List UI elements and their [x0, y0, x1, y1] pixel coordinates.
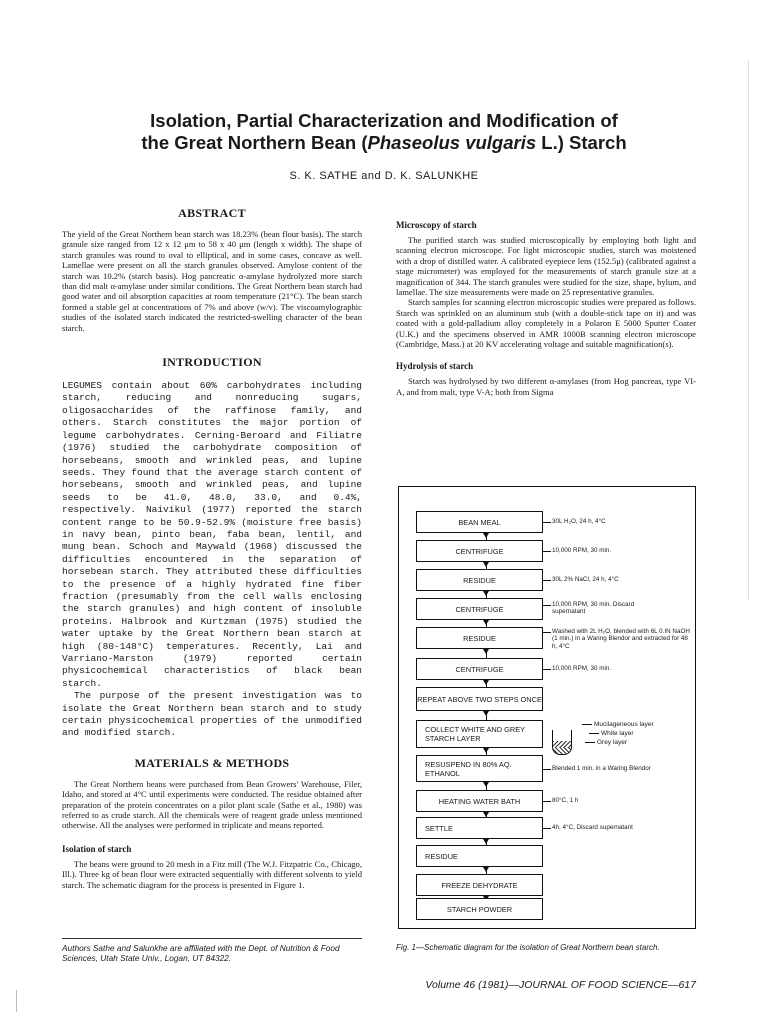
note-text: Blended 1 min. in a Waring Blendor [552, 765, 651, 772]
layer-text: White layer [601, 730, 634, 737]
microscopy-subheading: Microscopy of starch [396, 220, 477, 230]
title-line-1: Isolation, Partial Characterization and Modification of [150, 110, 618, 131]
layer-text: Grey layer [597, 739, 627, 746]
flow-arrow [483, 562, 489, 567]
layer-text: Mucilageneous layer [594, 721, 654, 728]
note-centrifuge-2 [543, 601, 643, 616]
step-freeze-dehydrate: FREEZE DEHYDRATE [416, 874, 543, 896]
introduction-paragraph-2: The purpose of the present investigation was to isolate the Great Northern bean starch and to study certain physicochemical properties of the unmodified and modified starch. [62, 690, 362, 739]
step-centrifuge-3: CENTRIFUGE [416, 658, 543, 680]
note-heating [543, 797, 693, 804]
step-repeat: REPEAT ABOVE TWO STEPS ONCE [416, 687, 543, 711]
author-footnote: Authors Sathe and Salunkhe are affiliated with the Dept. of Nutrition & Food Sciences, Utah State Univ., Logan, UT 84322. [62, 938, 362, 963]
isolation-subheading: Isolation of starch [62, 843, 132, 854]
step-residue-2: RESIDUE [416, 627, 543, 649]
note-residue-2 [543, 628, 693, 650]
step-settle: SETTLE [416, 817, 543, 839]
figure-1-flow-diagram [398, 486, 696, 929]
note-text: 80°C, 1 h [552, 797, 579, 804]
note-text: 10,000 RPM, 30 min. [552, 665, 612, 672]
note-resuspend [543, 765, 693, 772]
layer-grey [585, 739, 627, 746]
scan-mark-right [748, 60, 749, 600]
note-centrifuge-1 [543, 547, 693, 554]
right-column [396, 220, 696, 397]
flow-arrow [483, 867, 489, 872]
left-column [62, 206, 362, 890]
flow-arrow [483, 620, 489, 625]
title-species: Phaseolus vulgaris [367, 132, 537, 153]
layer-mucilageneous [582, 721, 654, 728]
flow-arrow [483, 680, 489, 685]
flow-arrow [483, 711, 489, 716]
scan-mark-left [16, 990, 17, 1012]
note-text: Washed with 2L H₂O, blended with 6L 0.IN NaOH (1 min.) in a Waring Blendor and extracted for 48 h, 4°C [552, 628, 690, 650]
note-text: 4h, 4°C, Discard supernatant [552, 824, 633, 831]
note-text: 10,000 RPM, 30 min. Discard supernatant [552, 601, 635, 616]
microscopy-paragraph-1: The purified starch was studied microscopically by employing both light and scanning electron microscope. For light microscopic studies, starch was moistened with a drop of distilled water. A calibrated eyepiece lens (152.5μ) (calibrated against a stage micrometer) was employed for the measurements of starch granule size at a magnification of 344. The starch granules were studied for the size, shape, hylum, and lamellae. The size measurements were made on 25 representative granules. [396, 235, 696, 298]
title-line-2 [60, 132, 708, 154]
methods-paragraph: The Great Northern beans were purchased from Bean Growers' Warehouse, Filer, Idaho, and stored at 4°C until experiments were conducted. The residue obtained after preparation of the protein concentrates on a pilot plant scale (Sathe et al., 1980) was referred to as crude starch. All the chemicals were of reagent grade unless mentioned otherwise. All the analyses were performed in triplicate and means reported. [62, 778, 362, 831]
figure-caption: Fig. 1—Schematic diagram for the isolation of Great Northern bean starch. [396, 943, 660, 952]
step-residue-1: RESIDUE [416, 569, 543, 591]
step-collect-layers: COLLECT WHITE AND GREY STARCH LAYER [416, 720, 543, 748]
flow-arrow [483, 649, 489, 654]
abstract-heading: ABSTRACT [178, 206, 246, 220]
flow-arrow [483, 591, 489, 596]
microscopy-paragraph-2: Starch samples for scanning electron microscopic studies were prepared as follows. Starch was sprinkled on an aluminum stub (with a double-stick tape on it) and was coated with a gold-palladium alloy completely in a Polaron E 5000 Sputter Coater (U.K.) and the specimens observed in AMR 1000B scanning electron microscope (Cambridge, Mass.) at 20 KV accelerating voltage and suitable magnification(s). [396, 297, 696, 350]
step-resuspend: RESUSPEND IN 80% AQ. ETHANOL [416, 755, 543, 782]
note-text: 30L H₂O, 24 h, 4°C [552, 518, 606, 525]
step-residue-3: RESIDUE [416, 845, 543, 867]
step-bean-meal: BEAN MEAL [416, 511, 543, 533]
flow-arrow [483, 533, 489, 538]
isolation-paragraph: The beans were ground to 20 mesh in a Fitz mill (The W.J. Fitzpatric Co., Chicago, Ill.). Three kg of bean flour were extracted sequentially with different solvents to yield starch. The schematic diagram for the process is presented in Figure 1. [62, 858, 362, 890]
note-residue-1 [543, 576, 693, 583]
centrifuge-tube-icon [552, 730, 572, 755]
note-bean-meal [543, 518, 693, 525]
note-settle [543, 824, 693, 831]
flow-arrow [483, 782, 489, 787]
step-heating: HEATING WATER BATH [416, 790, 543, 812]
step-centrifuge-2: CENTRIFUGE [416, 598, 543, 620]
note-centrifuge-3 [543, 665, 693, 672]
introduction-heading: INTRODUCTION [162, 355, 262, 370]
title-line-2-end: L.) Starch [536, 132, 627, 153]
paper-title [60, 110, 708, 154]
note-text: 30L 2% NaCl, 24 h, 4°C [552, 576, 619, 583]
step-starch-powder: STARCH POWDER [416, 898, 543, 920]
title-line-2-start: the Great Northern Bean ( [141, 132, 368, 153]
hydrolysis-subheading: Hydrolysis of starch [396, 361, 474, 372]
note-text: 10,000 RPM, 30 min. [552, 547, 612, 554]
flow-arrow [483, 748, 489, 753]
hydrolysis-paragraph: Starch was hydrolysed by two different α-amylases (from Hog pancreas, type VI-A, and from malt, type V-A; both from Sigma [396, 376, 696, 397]
journal-footer: Volume 46 (1981)—JOURNAL OF FOOD SCIENCE—617 [425, 979, 696, 991]
layer-white [589, 730, 634, 737]
step-centrifuge-1: CENTRIFUGE [416, 540, 543, 562]
abstract-text: The yield of the Great Northern bean starch was 18.23% (bean flour basis). The starch granule size ranged from 12 x 12 μm to 58 x 40 μm (length x width). The shape of starch granules was round to oval to elliptical, and in some cases, concave as well. Lamellae were present on all the starch granules observed. Amylose content of the starch was 10.2% (starch basis). Hog pancreatic α-amylase hydrolyzed more starch than did malt α-amylase under similar conditions. The Great Northern bean starch had good water and oil absorption capacities at room temperature (21°C). The bean starch formed a stable gel at concentrations of 7% and above (w/v). The viscoamylographic studies of the isolated starch indicated the restricted-swelling character of the bean starch. [62, 229, 362, 333]
introduction-paragraph-1: LEGUMES contain about 60% carbohydrates including starch, reducing and nonreducing sugars, oligosaccharides of the raffinose family, and others. Starch constitutes the major portion of legume carbohydrates. Cerning-Beroard and Filiatre (1976) studied the carbohydrate composition of horsebeans, smooth and wrinkled peas, and lupine seeds. They found that the average starch content of horsebeans, smooth and wrinkled peas, and lupine seeds to be 41.0, 48.0, 33.0, and 0.4%, respectively. Naivikul (1977) reported the starch content range to be 50.9-52.9% (moisture free basis) in navy bean, pinto bean, faba bean, lentil, and mung bean. Schoch and Maywald (1968) discussed the difficulties encountered in the separation of horsebean starch. They attributed these difficulties to the presence of a highly hydrated fine fiber fraction (presumably from the cell walls enclosing the starch granules) and high content of insoluble proteins. Halbrook and Kurtzman (1975) studied the water uptake by the Great Northern bean starch at high (80-148°C) temperatures. Recently, Lai and Varriano-Marston (1979) reported certain physicochemical characteristics of black bean starch. [62, 380, 362, 689]
flow-arrow [483, 839, 489, 844]
methods-heading: MATERIALS & METHODS [134, 755, 290, 770]
authors: S. K. SATHE and D. K. SALUNKHE [289, 170, 479, 182]
